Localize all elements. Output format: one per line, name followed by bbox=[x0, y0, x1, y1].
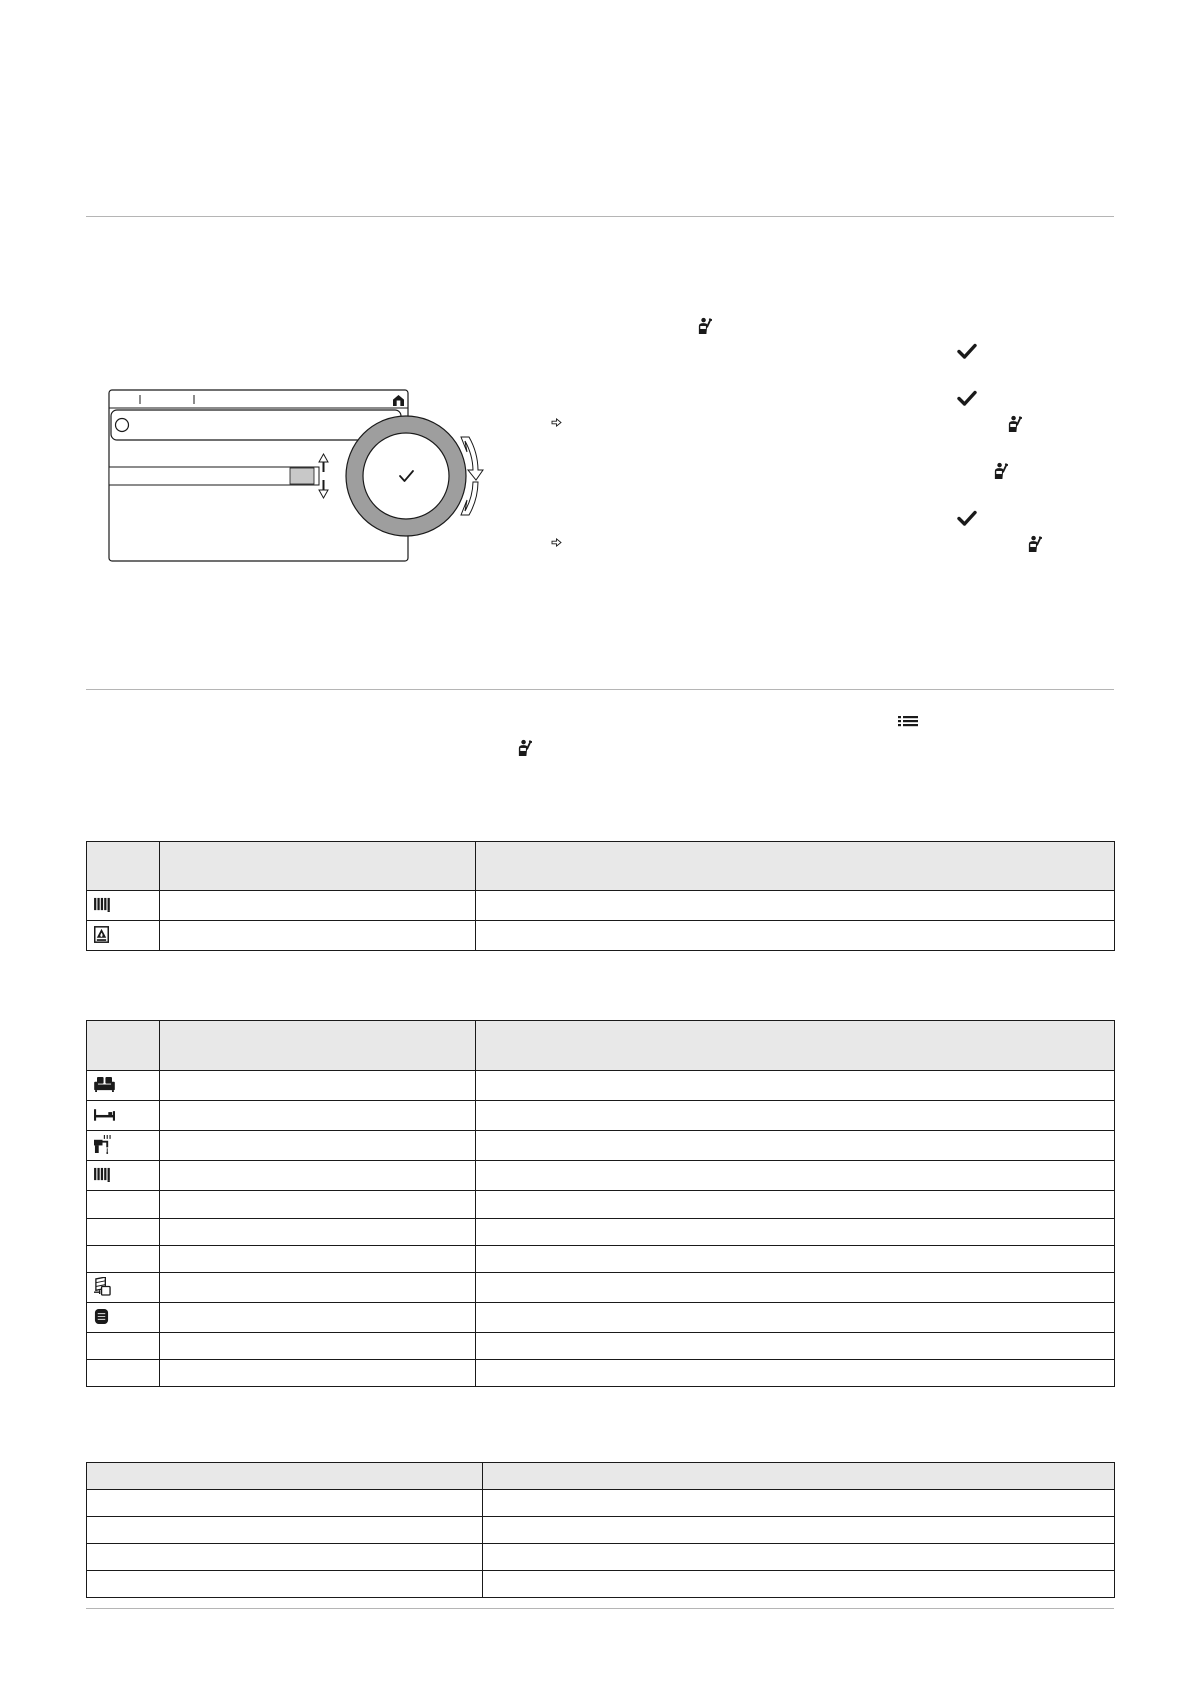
table-row bbox=[87, 921, 1115, 951]
table-header-row bbox=[87, 842, 1115, 891]
header-col2-cell bbox=[483, 1463, 1115, 1490]
row-description-cell bbox=[476, 1191, 1115, 1219]
row-description-cell bbox=[476, 1161, 1115, 1191]
service-technician-icon bbox=[517, 739, 532, 756]
row-col2-cell bbox=[483, 1517, 1115, 1544]
table-row bbox=[87, 1246, 1115, 1273]
row-name-cell bbox=[160, 921, 476, 951]
row-icon-cell bbox=[87, 1191, 160, 1219]
checkmark-icon bbox=[957, 510, 977, 526]
living-room-sofa-icon bbox=[94, 1077, 115, 1092]
row-description-cell bbox=[476, 1219, 1115, 1246]
row-col1-cell bbox=[87, 1490, 483, 1517]
row-name-cell bbox=[160, 1246, 476, 1273]
header-col1-cell bbox=[87, 1463, 483, 1490]
row-name-cell bbox=[160, 1273, 476, 1303]
header-icon-cell bbox=[87, 1021, 160, 1071]
row-name-cell bbox=[160, 1219, 476, 1246]
row-name-cell bbox=[160, 1303, 476, 1333]
radiator-icon bbox=[94, 897, 111, 912]
header-description-cell bbox=[476, 1021, 1115, 1071]
table-row bbox=[87, 1303, 1115, 1333]
result-arrow-icon bbox=[551, 418, 562, 427]
row-name-cell bbox=[160, 1191, 476, 1219]
service-technician-icon bbox=[993, 462, 1008, 479]
row-col2-cell bbox=[483, 1490, 1115, 1517]
menu-list-icon bbox=[898, 715, 918, 727]
row-col2-cell bbox=[483, 1544, 1115, 1571]
row-description-cell bbox=[476, 1071, 1115, 1101]
hot-water-tap-icon bbox=[94, 1135, 111, 1154]
row-icon-cell bbox=[87, 1246, 160, 1273]
header-icon-cell bbox=[87, 842, 160, 891]
service-technician-icon bbox=[697, 317, 712, 334]
table-row bbox=[87, 1273, 1115, 1303]
service-technician-icon bbox=[1007, 415, 1022, 432]
row-name-cell bbox=[160, 1161, 476, 1191]
radiator-icon bbox=[94, 1167, 111, 1182]
header-description-cell bbox=[476, 842, 1115, 891]
section-divider-middle bbox=[86, 689, 1114, 690]
row-description-cell bbox=[476, 1360, 1115, 1387]
service-technician-icon bbox=[1027, 535, 1042, 552]
row-icon-cell bbox=[87, 1333, 160, 1360]
row-name-cell bbox=[160, 1101, 476, 1131]
settings-table bbox=[86, 1462, 1115, 1598]
checkmark-icon bbox=[957, 390, 977, 406]
row-description-cell bbox=[476, 1273, 1115, 1303]
table-row bbox=[87, 1191, 1115, 1219]
solar-collector-icon bbox=[94, 1277, 111, 1296]
control-panel-illustration bbox=[100, 380, 500, 580]
row-description-cell bbox=[476, 1131, 1115, 1161]
table-row bbox=[87, 1490, 1115, 1517]
row-description-cell bbox=[476, 1333, 1115, 1360]
heat-generator-table bbox=[86, 841, 1115, 951]
table-row bbox=[87, 1161, 1115, 1191]
table-header-row bbox=[87, 1021, 1115, 1071]
table-row bbox=[87, 1333, 1115, 1360]
table-header-row bbox=[87, 1463, 1115, 1490]
row-icon-cell bbox=[87, 1219, 160, 1246]
table-row bbox=[87, 1219, 1115, 1246]
checkmark-icon bbox=[957, 343, 977, 359]
row-col2-cell bbox=[483, 1571, 1115, 1598]
row-description-cell bbox=[476, 891, 1115, 921]
header-name-cell bbox=[160, 842, 476, 891]
row-description-cell bbox=[476, 1303, 1115, 1333]
section-divider-bottom bbox=[86, 1608, 1114, 1609]
storage-cylinder-icon bbox=[94, 1308, 109, 1325]
bedroom-bed-icon bbox=[94, 1107, 115, 1121]
row-icon-cell bbox=[87, 1360, 160, 1387]
row-name-cell bbox=[160, 1360, 476, 1387]
table-row bbox=[87, 1571, 1115, 1598]
boiler-flame-icon bbox=[94, 926, 109, 943]
result-arrow-icon bbox=[551, 538, 562, 547]
table-row bbox=[87, 1517, 1115, 1544]
row-col1-cell bbox=[87, 1544, 483, 1571]
table-row bbox=[87, 1071, 1115, 1101]
table-row bbox=[87, 1101, 1115, 1131]
table-row bbox=[87, 891, 1115, 921]
row-name-cell bbox=[160, 891, 476, 921]
table-row bbox=[87, 1360, 1115, 1387]
row-name-cell bbox=[160, 1131, 476, 1161]
zone-configuration-table bbox=[86, 1020, 1115, 1387]
row-col1-cell bbox=[87, 1571, 483, 1598]
row-name-cell bbox=[160, 1333, 476, 1360]
section-divider-top bbox=[86, 216, 1114, 217]
table-row bbox=[87, 1544, 1115, 1571]
header-name-cell bbox=[160, 1021, 476, 1071]
row-description-cell bbox=[476, 1101, 1115, 1131]
row-description-cell bbox=[476, 1246, 1115, 1273]
table-row bbox=[87, 1131, 1115, 1161]
row-col1-cell bbox=[87, 1517, 483, 1544]
row-name-cell bbox=[160, 1071, 476, 1101]
row-description-cell bbox=[476, 921, 1115, 951]
